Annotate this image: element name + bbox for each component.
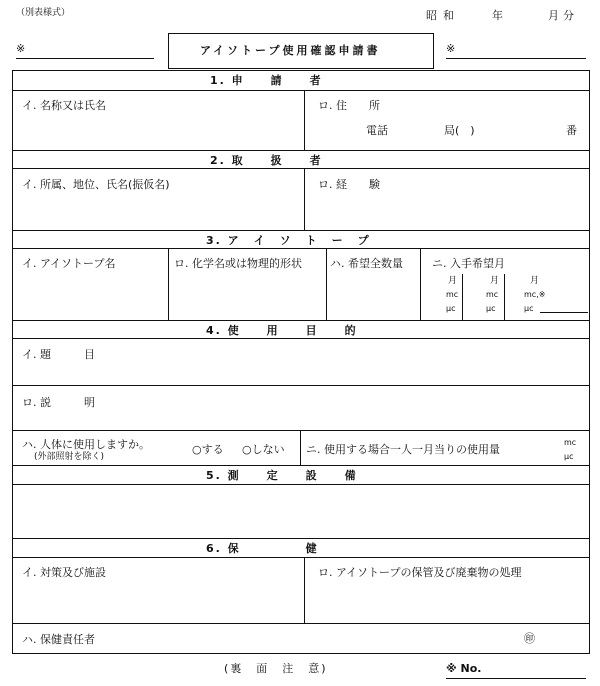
s3-uc-3: μc (524, 304, 534, 313)
s4-top-line (12, 320, 590, 321)
title-right-mark: ※ (446, 42, 456, 55)
s3-mc-2: mc (486, 290, 499, 299)
title-right-underline (446, 58, 586, 59)
s3-uc-1: μc (446, 304, 456, 313)
s3-divider-3 (420, 248, 421, 320)
s3-divider-2 (326, 248, 327, 320)
s4-yes-option[interactable]: ○する (192, 443, 224, 456)
s3-uc-2: μc (486, 304, 496, 313)
s6-heading-line (12, 557, 590, 558)
s1-heading-line (12, 90, 590, 91)
s4-subject-line (12, 385, 590, 386)
number-label: ※ No. (446, 662, 482, 675)
s6-heading: 6. 保 健 (206, 542, 319, 555)
s2-divider (304, 168, 305, 230)
s3-month-divider-2 (504, 274, 505, 320)
number-underline (446, 678, 586, 679)
s5-heading: 5. 測 定 設 備 (206, 469, 358, 482)
s6-divider (304, 557, 305, 623)
s3-month-3: 月 (530, 276, 540, 286)
s3-mc-3: mc,※ (524, 290, 546, 299)
s3-total-label: ハ. 希望全数量 (330, 257, 403, 270)
s3-month-1: 月 (448, 276, 458, 286)
s3-mc-1: mc (446, 290, 459, 299)
s4-no-option[interactable]: ○しない (242, 443, 285, 456)
s3-chem-label: ロ. 化学名或は物理的形状 (174, 257, 302, 270)
s4-desc-line (12, 430, 590, 431)
back-note: (裏 面 注 意) (224, 662, 328, 675)
s4-heading: 4. 使 用 目 的 (206, 324, 358, 337)
s5-heading-line (12, 484, 590, 485)
s4-heading-line (12, 338, 590, 339)
s1-name-label: イ. 名称又は氏名 (22, 99, 106, 112)
s4-human-question: ハ. 人体に使用しますか。 (22, 438, 150, 451)
s3-heading-line (12, 248, 590, 249)
s3-monthly-label: ニ. 入手希望月 (432, 257, 505, 270)
s2-affiliation-label: イ. 所属、地位、氏名(振仮名) (22, 178, 170, 191)
s4-dose-label: ニ. 使用する場合一人一月当りの使用量 (306, 443, 500, 456)
s1-phone-number: 番 (566, 124, 577, 137)
date-year: 年 (492, 9, 503, 22)
s3-isotope-name-label: イ. アイソトープ名 (22, 257, 116, 270)
s4-desc-label: ロ. 説 明 (22, 396, 95, 409)
title-left-mark: ※ (16, 42, 26, 55)
s4-dose-uc: μc (564, 452, 574, 461)
s4-dose-mc: mc (564, 438, 577, 447)
s6-storage-label: ロ. アイソトープの保管及び廃棄物の処理 (318, 566, 522, 579)
s5-top-line (12, 465, 590, 466)
form-label: （別表様式） (16, 8, 71, 18)
s1-heading: 1. 申 請 者 (210, 74, 323, 87)
s6-officer-line (12, 623, 590, 624)
s2-heading-line (12, 168, 590, 169)
s2-heading: 2. 取 扱 者 (210, 154, 323, 167)
date-month: 月分 (548, 9, 578, 22)
s4-divider (300, 430, 301, 465)
s3-month-divider-1 (462, 274, 463, 320)
s4-subject-label: イ. 題 目 (22, 348, 95, 361)
s3-month-2: 月 (490, 276, 500, 286)
s1-phone-exchange: 局( ) (444, 124, 475, 137)
s6-officer-label: ハ. 保健責任者 (22, 633, 95, 646)
date-era: 昭和 (426, 9, 460, 22)
s2-top-line (12, 150, 590, 151)
s6-facility-label: イ. 対策及び施設 (22, 566, 106, 579)
s3-heading: 3. ア イ ソ ト ー プ (206, 234, 371, 247)
seal-mark: ㊞ (524, 632, 535, 645)
s1-divider (304, 90, 305, 150)
s3-uc-3-line (540, 312, 588, 313)
s1-phone-label: 電話 (366, 124, 388, 137)
s4-human-note: (外部照射を除く) (34, 452, 105, 462)
title-left-underline (16, 58, 154, 59)
s2-experience-label: ロ. 経 験 (318, 178, 380, 191)
form-title: アイソトープ使用確認申請書 (200, 44, 381, 57)
s1-address-label: ロ. 住 所 (318, 99, 380, 112)
s3-top-line (12, 230, 590, 231)
s3-divider-1 (168, 248, 169, 320)
s6-top-line (12, 538, 590, 539)
